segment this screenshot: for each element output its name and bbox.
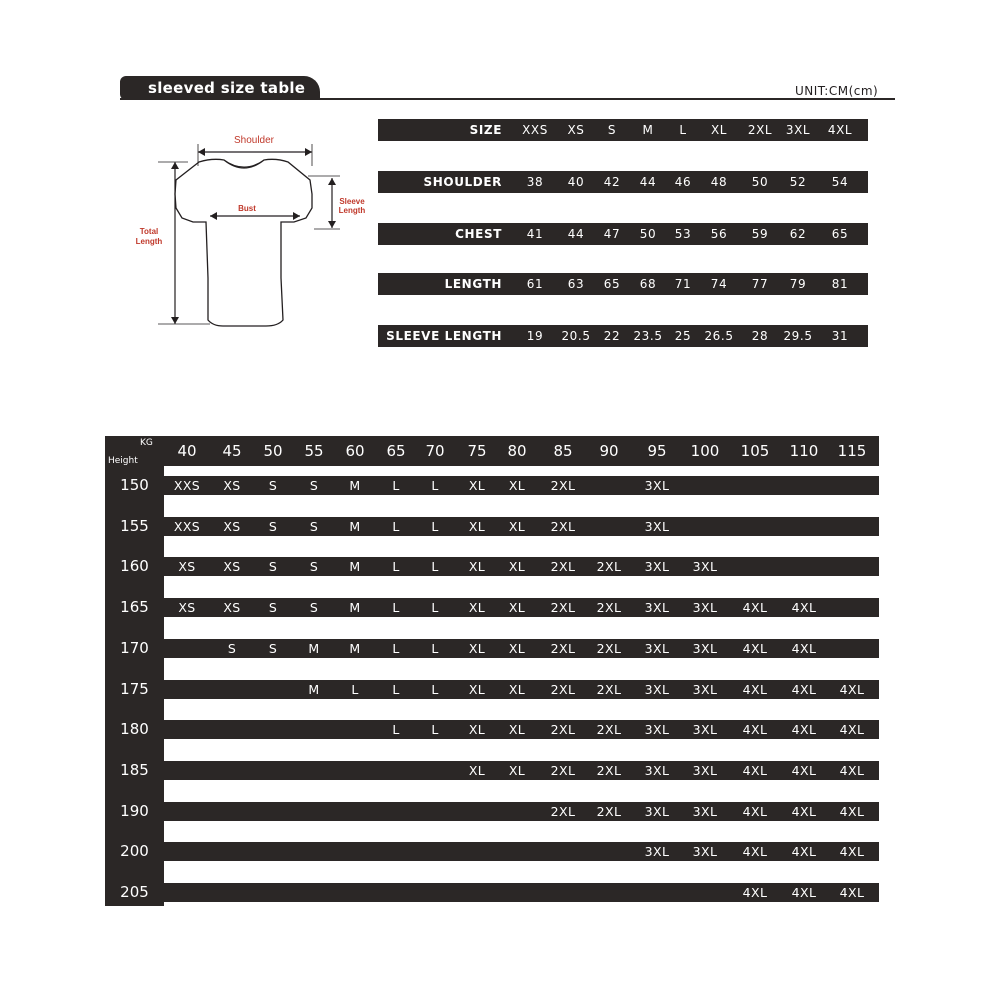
measurement-cell: 25 bbox=[674, 329, 692, 343]
size-cell: L bbox=[431, 722, 439, 737]
measurement-cell: 50 bbox=[751, 175, 769, 189]
size-cell: 2XL bbox=[596, 559, 622, 574]
measurement-cell: 22 bbox=[603, 329, 621, 343]
height-row-label: 160 bbox=[120, 557, 149, 575]
height-row-label: 185 bbox=[120, 761, 149, 779]
size-cell: S bbox=[309, 519, 319, 534]
weight-header-cell: 55 bbox=[304, 442, 324, 460]
size-cell: XS bbox=[223, 478, 241, 493]
size-cell: 4XL bbox=[839, 763, 865, 778]
measurement-cell: 23.5 bbox=[633, 329, 663, 343]
size-cell: 3XL bbox=[692, 682, 718, 697]
measurement-row bbox=[378, 171, 868, 193]
weight-header-cell: 90 bbox=[599, 442, 619, 460]
size-cell: XS bbox=[223, 559, 241, 574]
kg-label: KG bbox=[140, 438, 153, 448]
measurement-cell: 47 bbox=[603, 227, 621, 241]
size-cell: 3XL bbox=[644, 804, 670, 819]
measurement-cell: 68 bbox=[639, 277, 657, 291]
tshirt-diagram bbox=[128, 128, 378, 338]
size-cell: 2XL bbox=[550, 478, 576, 493]
measurement-cell: 44 bbox=[639, 175, 657, 189]
size-cell: 3XL bbox=[644, 478, 670, 493]
size-cell: S bbox=[309, 478, 319, 493]
measurement-cell: XL bbox=[710, 123, 728, 137]
size-cell: XL bbox=[468, 519, 486, 534]
measurement-cell: 48 bbox=[710, 175, 728, 189]
size-cell: S bbox=[227, 641, 237, 656]
size-cell: 4XL bbox=[791, 763, 817, 778]
size-cell: 4XL bbox=[742, 844, 768, 859]
measurement-cell: 40 bbox=[567, 175, 585, 189]
height-row-label: 155 bbox=[120, 517, 149, 535]
size-cell: M bbox=[308, 641, 320, 656]
size-cell: 3XL bbox=[644, 600, 670, 615]
height-label: Height bbox=[108, 456, 138, 466]
measurement-row-label: SLEEVE LENGTH bbox=[386, 329, 502, 343]
measurement-cell: 3XL bbox=[785, 123, 811, 137]
weight-header-cell: 95 bbox=[647, 442, 667, 460]
measurement-row bbox=[378, 325, 868, 347]
size-cell: XL bbox=[508, 600, 526, 615]
size-cell: L bbox=[431, 519, 439, 534]
measurement-row bbox=[378, 273, 868, 295]
size-cell: 4XL bbox=[839, 682, 865, 697]
size-cell: S bbox=[268, 559, 278, 574]
size-cell: XL bbox=[468, 559, 486, 574]
measurement-cell: L bbox=[679, 123, 687, 137]
measurement-cell: 81 bbox=[831, 277, 849, 291]
size-cell: 4XL bbox=[742, 763, 768, 778]
page-title: sleeved size table bbox=[120, 76, 320, 100]
size-cell: 4XL bbox=[791, 682, 817, 697]
size-cell: S bbox=[309, 559, 319, 574]
measurement-cell: 4XL bbox=[827, 123, 853, 137]
size-cell: L bbox=[431, 641, 439, 656]
size-cell: 2XL bbox=[550, 722, 576, 737]
size-cell: M bbox=[308, 682, 320, 697]
measurement-cell: 56 bbox=[710, 227, 728, 241]
measurement-row-label: LENGTH bbox=[444, 277, 502, 291]
size-cell: M bbox=[349, 600, 361, 615]
size-cell: XXS bbox=[173, 478, 201, 493]
size-cell: S bbox=[268, 519, 278, 534]
size-cell: 3XL bbox=[644, 763, 670, 778]
size-cell: 4XL bbox=[742, 600, 768, 615]
size-cell: 4XL bbox=[791, 804, 817, 819]
measurement-cell: 74 bbox=[710, 277, 728, 291]
measurement-cell: XXS bbox=[522, 123, 548, 137]
size-cell: 3XL bbox=[644, 519, 670, 534]
bust-label: Bust bbox=[238, 204, 256, 213]
size-cell: L bbox=[431, 478, 439, 493]
size-cell: XS bbox=[178, 600, 196, 615]
size-cell: M bbox=[349, 519, 361, 534]
measurement-cell: 79 bbox=[789, 277, 807, 291]
size-cell: XL bbox=[468, 600, 486, 615]
measurement-cell: 44 bbox=[567, 227, 585, 241]
total-length-label-2: Length bbox=[135, 237, 163, 246]
measurement-cell: 26.5 bbox=[704, 329, 734, 343]
size-cell: 2XL bbox=[550, 682, 576, 697]
weight-header-cell: 40 bbox=[177, 442, 197, 460]
size-cell: XL bbox=[468, 763, 486, 778]
measurement-cell: 61 bbox=[526, 277, 544, 291]
weight-header-cell: 70 bbox=[425, 442, 445, 460]
size-cell: 4XL bbox=[742, 682, 768, 697]
size-cell: S bbox=[268, 600, 278, 615]
measurement-cell: 59 bbox=[751, 227, 769, 241]
size-cell: L bbox=[392, 682, 400, 697]
size-cell: 3XL bbox=[644, 844, 670, 859]
measurement-cell: XS bbox=[567, 123, 585, 137]
size-cell: XS bbox=[178, 559, 196, 574]
size-cell: 4XL bbox=[742, 722, 768, 737]
weight-header-cell: 80 bbox=[507, 442, 527, 460]
size-cell: L bbox=[392, 722, 400, 737]
size-cell: 2XL bbox=[550, 559, 576, 574]
size-cell: 3XL bbox=[644, 722, 670, 737]
sleeve-length-label-2: Length bbox=[338, 206, 366, 215]
weight-header-cell: 85 bbox=[553, 442, 573, 460]
size-cell: 2XL bbox=[596, 722, 622, 737]
measurement-row-label: SIZE bbox=[469, 123, 502, 137]
size-cell: L bbox=[392, 478, 400, 493]
size-cell: M bbox=[349, 559, 361, 574]
size-cell: 3XL bbox=[692, 804, 718, 819]
size-cell: 2XL bbox=[596, 600, 622, 615]
tshirt-icon bbox=[128, 128, 378, 338]
size-cell: 4XL bbox=[839, 844, 865, 859]
size-cell: XL bbox=[508, 763, 526, 778]
size-cell: XL bbox=[508, 682, 526, 697]
weight-header-cell: 110 bbox=[789, 442, 819, 460]
measurement-cell: 29.5 bbox=[783, 329, 813, 343]
measurement-cell: 54 bbox=[831, 175, 849, 189]
height-row-label: 175 bbox=[120, 680, 149, 698]
size-cell: 4XL bbox=[742, 641, 768, 656]
measurement-cell: 31 bbox=[831, 329, 849, 343]
size-cell: 2XL bbox=[550, 519, 576, 534]
size-cell: 2XL bbox=[596, 641, 622, 656]
size-cell: 4XL bbox=[791, 885, 817, 900]
size-cell: 2XL bbox=[550, 600, 576, 615]
height-column bbox=[105, 436, 164, 906]
size-cell: XL bbox=[468, 682, 486, 697]
size-cell: 4XL bbox=[791, 600, 817, 615]
measurement-cell: 62 bbox=[789, 227, 807, 241]
weight-header-cell: 65 bbox=[386, 442, 406, 460]
size-cell: XL bbox=[508, 519, 526, 534]
size-cell: 3XL bbox=[692, 722, 718, 737]
size-cell: 4XL bbox=[839, 722, 865, 737]
size-cell: 2XL bbox=[550, 641, 576, 656]
size-cell: 2XL bbox=[596, 763, 622, 778]
size-cell: XS bbox=[223, 600, 241, 615]
measurement-cell: 41 bbox=[526, 227, 544, 241]
size-cell: XL bbox=[468, 641, 486, 656]
size-cell: 4XL bbox=[791, 844, 817, 859]
measurement-cell: 53 bbox=[674, 227, 692, 241]
size-cell: XL bbox=[508, 478, 526, 493]
weight-header-cell: 45 bbox=[222, 442, 242, 460]
weight-header-cell: 50 bbox=[263, 442, 283, 460]
size-cell: XS bbox=[223, 519, 241, 534]
size-cell: XXS bbox=[173, 519, 201, 534]
size-cell: 3XL bbox=[692, 641, 718, 656]
weight-header-cell: 105 bbox=[740, 442, 770, 460]
size-cell: M bbox=[349, 641, 361, 656]
weight-header-cell: 100 bbox=[690, 442, 720, 460]
size-cell: 3XL bbox=[692, 600, 718, 615]
size-cell: L bbox=[392, 559, 400, 574]
measurement-cell: 2XL bbox=[747, 123, 773, 137]
title-divider bbox=[120, 98, 895, 100]
size-cell: 4XL bbox=[839, 885, 865, 900]
measurement-row bbox=[378, 119, 868, 141]
measurement-cell: 65 bbox=[831, 227, 849, 241]
measurement-cell: 65 bbox=[603, 277, 621, 291]
measurement-cell: 77 bbox=[751, 277, 769, 291]
measurement-cell: 19 bbox=[526, 329, 544, 343]
size-cell: 4XL bbox=[839, 804, 865, 819]
weight-header-cell: 115 bbox=[837, 442, 867, 460]
size-cell: L bbox=[392, 600, 400, 615]
size-cell: 4XL bbox=[791, 722, 817, 737]
size-cell: 2XL bbox=[596, 682, 622, 697]
size-cell: L bbox=[431, 600, 439, 615]
size-cell: M bbox=[349, 478, 361, 493]
size-cell: 4XL bbox=[742, 885, 768, 900]
height-row-label: 205 bbox=[120, 883, 149, 901]
measurement-cell: 63 bbox=[567, 277, 585, 291]
measurement-cell: M bbox=[642, 123, 654, 137]
size-cell: XL bbox=[508, 722, 526, 737]
weight-header-cell: 75 bbox=[467, 442, 487, 460]
size-cell: 4XL bbox=[742, 804, 768, 819]
size-cell: 2XL bbox=[550, 763, 576, 778]
height-row-label: 150 bbox=[120, 476, 149, 494]
size-cell: 2XL bbox=[550, 804, 576, 819]
measurement-cell: 52 bbox=[789, 175, 807, 189]
size-cell: 3XL bbox=[644, 682, 670, 697]
measurement-cell: 38 bbox=[526, 175, 544, 189]
height-row-label: 180 bbox=[120, 720, 149, 738]
size-cell: 2XL bbox=[596, 804, 622, 819]
height-row-label: 200 bbox=[120, 842, 149, 860]
measurement-cell: S bbox=[607, 123, 617, 137]
measurement-cell: 71 bbox=[674, 277, 692, 291]
size-cell: S bbox=[268, 478, 278, 493]
size-cell: XL bbox=[508, 641, 526, 656]
size-cell: 4XL bbox=[791, 641, 817, 656]
weight-header-cell: 60 bbox=[345, 442, 365, 460]
height-row-label: 190 bbox=[120, 802, 149, 820]
size-cell: L bbox=[431, 559, 439, 574]
measurement-cell: 42 bbox=[603, 175, 621, 189]
sleeve-length-label-1: Sleeve bbox=[339, 197, 365, 206]
height-row-label: 170 bbox=[120, 639, 149, 657]
size-cell: S bbox=[268, 641, 278, 656]
size-cell: 3XL bbox=[644, 641, 670, 656]
measurement-cell: 46 bbox=[674, 175, 692, 189]
size-cell: L bbox=[431, 682, 439, 697]
size-cell: 3XL bbox=[644, 559, 670, 574]
shoulder-label: Shoulder bbox=[233, 135, 275, 146]
measurement-cell: 28 bbox=[751, 329, 769, 343]
unit-label: UNIT:CM(cm) bbox=[795, 84, 879, 98]
measurement-row bbox=[378, 223, 868, 245]
measurement-cell: 20.5 bbox=[561, 329, 591, 343]
measurement-row-label: SHOULDER bbox=[423, 175, 502, 189]
size-cell: XL bbox=[508, 559, 526, 574]
size-cell: L bbox=[351, 682, 359, 697]
size-cell: 3XL bbox=[692, 559, 718, 574]
size-cell: L bbox=[392, 519, 400, 534]
size-cell: XL bbox=[468, 478, 486, 493]
height-row-label: 165 bbox=[120, 598, 149, 616]
size-cell: 3XL bbox=[692, 844, 718, 859]
size-cell: S bbox=[309, 600, 319, 615]
size-cell: L bbox=[392, 641, 400, 656]
total-length-label-1: Total bbox=[139, 227, 159, 236]
size-cell: 3XL bbox=[692, 763, 718, 778]
measurement-row-label: CHEST bbox=[455, 227, 502, 241]
measurement-cell: 50 bbox=[639, 227, 657, 241]
size-cell: XL bbox=[468, 722, 486, 737]
